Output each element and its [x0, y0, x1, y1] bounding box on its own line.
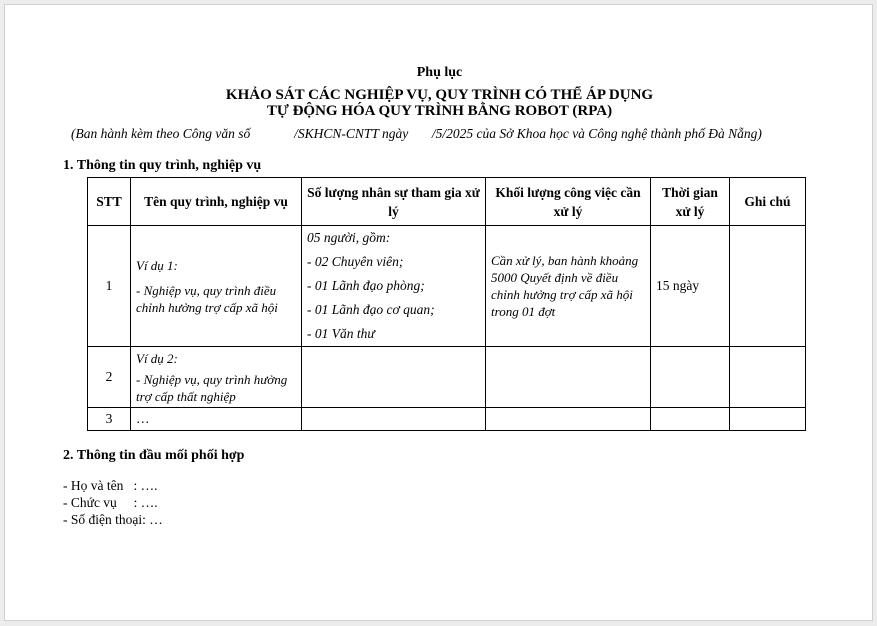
table-row: [88, 408, 806, 431]
row-process-name: [131, 226, 302, 347]
document-title-line2: TỰ ĐỘNG HÓA QUY TRÌNH BẰNG ROBOT (RPA): [266, 103, 613, 119]
column-header-staff-count: Số lượng nhân sự tham gia xử lý: [302, 178, 486, 226]
table-row: [88, 347, 806, 408]
staff-line: 05 người, gồm:: [307, 230, 391, 245]
row-workload: [486, 347, 651, 408]
table-row: [88, 226, 806, 347]
process-example-label: Ví dụ 2:: [136, 350, 178, 366]
column-header-notes: Ghi chú: [730, 178, 806, 226]
row-stt: 3: [88, 408, 131, 431]
row-workload: [486, 408, 651, 431]
row-notes: [730, 408, 806, 431]
staff-line: - 02 Chuyên viên;: [307, 254, 404, 269]
process-example-label: Ví dụ 1:: [136, 257, 178, 273]
process-survey-table: [87, 177, 806, 431]
issued-by-line: (Ban hành kèm theo Công văn số /SKHCN-CNTT ngày /5/2025 của Sở Khoa học và Công nghệ thành phố Đà Nẵng): [71, 126, 762, 141]
column-header-process-name: Tên quy trình, nghiệp vụ: [131, 178, 302, 226]
row-staff-list: [302, 226, 486, 347]
section1-heading: 1. Thông tin quy trình, nghiệp vụ: [63, 158, 262, 173]
row-process-name: …: [131, 408, 302, 431]
staff-line: - 01 Văn thư: [307, 326, 375, 341]
contact-position-line: - Chức vụ : ….: [63, 495, 158, 510]
document-page: [4, 4, 873, 621]
column-header-stt: STT: [88, 178, 131, 226]
row-processing-time: [651, 347, 730, 408]
table-header-row: [88, 178, 806, 226]
row-notes: [730, 226, 806, 347]
row-processing-time: [651, 408, 730, 431]
contact-name-line: - Họ và tên : ….: [63, 478, 158, 493]
row-workload: Cần xử lý, ban hành khoảng 5000 Quyết định về điều chỉnh hưởng trợ cấp xã hội trong 01 đợt: [486, 226, 651, 347]
row-processing-time: 15 ngày: [651, 226, 730, 347]
contact-phone-line: - Số điện thoại: …: [63, 512, 163, 527]
appendix-label: Phụ lục: [416, 65, 463, 80]
process-detail: - Nghiệp vụ, quy trình điều chỉnh hưởng trợ cấp xã hội: [136, 282, 278, 315]
row-staff-list: [302, 347, 486, 408]
staff-line: - 01 Lãnh đạo phòng;: [307, 278, 425, 293]
row-notes: [730, 347, 806, 408]
column-header-workload: Khối lượng công việc cần xử lý: [486, 178, 651, 226]
staff-line: - 01 Lãnh đạo cơ quan;: [307, 302, 435, 317]
row-stt: 2: [88, 347, 131, 408]
section2-heading: 2. Thông tin đầu mối phối hợp: [63, 448, 245, 463]
column-header-processing-time: Thời gian xử lý: [651, 178, 730, 226]
document-title-line1: KHẢO SÁT CÁC NGHIỆP VỤ, QUY TRÌNH CÓ THỂ ÁP DỤNG: [225, 87, 654, 103]
row-process-name: [131, 347, 302, 408]
row-staff-list: [302, 408, 486, 431]
row-stt: 1: [88, 226, 131, 347]
process-detail: - Nghiệp vụ, quy trình hưởng trợ cấp thất nghiệp: [136, 371, 288, 404]
